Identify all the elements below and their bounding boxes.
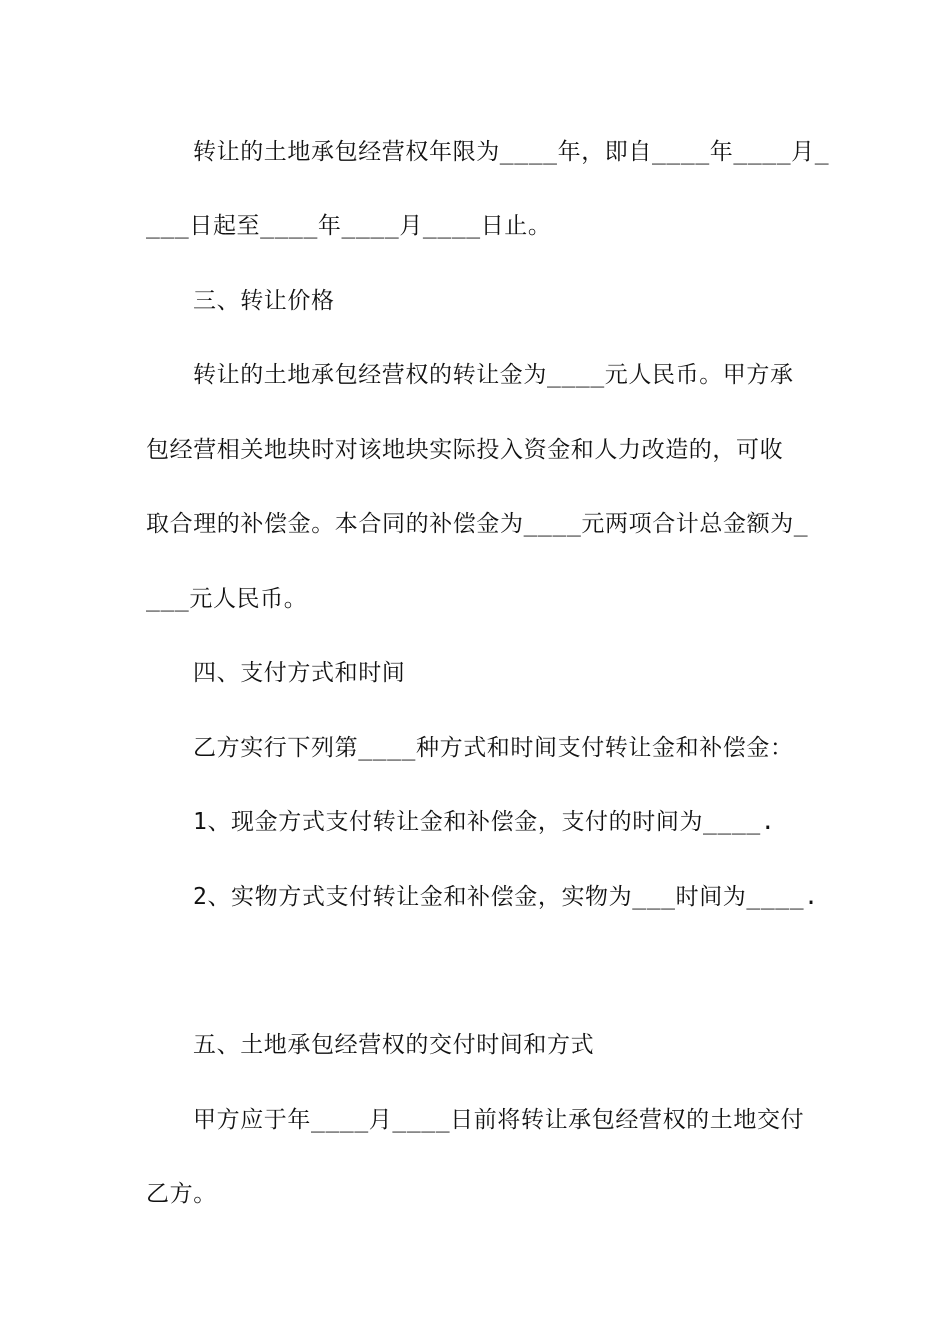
section-heading-payment: 四、支付方式和时间	[193, 660, 406, 686]
paragraph-delivery-line-1: 甲方应于年____月____日前将转让承包经营权的土地交付	[193, 1107, 805, 1133]
list-item-in-kind-payment: 2、实物方式支付转让金和补偿金，实物为___时间为____.	[193, 884, 819, 910]
list-item-cash-payment: 1、现金方式支付转让金和补偿金，支付的时间为____.	[193, 809, 776, 835]
paragraph-delivery-line-2: 乙方。	[146, 1181, 217, 1207]
paragraph-term-line-1: 转让的土地承包经营权年限为____年，即自____年____月_	[193, 139, 830, 165]
paragraph-term-line-2: ___日起至____年____月____日止。	[146, 213, 552, 239]
paragraph-price-line-1: 转让的土地承包经营权的转让金为____元人民币。甲方承	[193, 362, 794, 388]
section-heading-delivery: 五、土地承包经营权的交付时间和方式	[193, 1032, 595, 1058]
paragraph-price-line-2: 包经营相关地块时对该地块实际投入资金和人力改造的，可收	[146, 437, 784, 463]
paragraph-payment-intro: 乙方实行下列第____种方式和时间支付转让金和补偿金：	[193, 735, 794, 761]
paragraph-price-line-4: ___元人民币。	[146, 586, 308, 612]
section-heading-price: 三、转让价格	[193, 288, 335, 314]
paragraph-price-line-3: 取合理的补偿金。本合同的补偿金为____元两项合计总金额为_	[146, 511, 809, 537]
